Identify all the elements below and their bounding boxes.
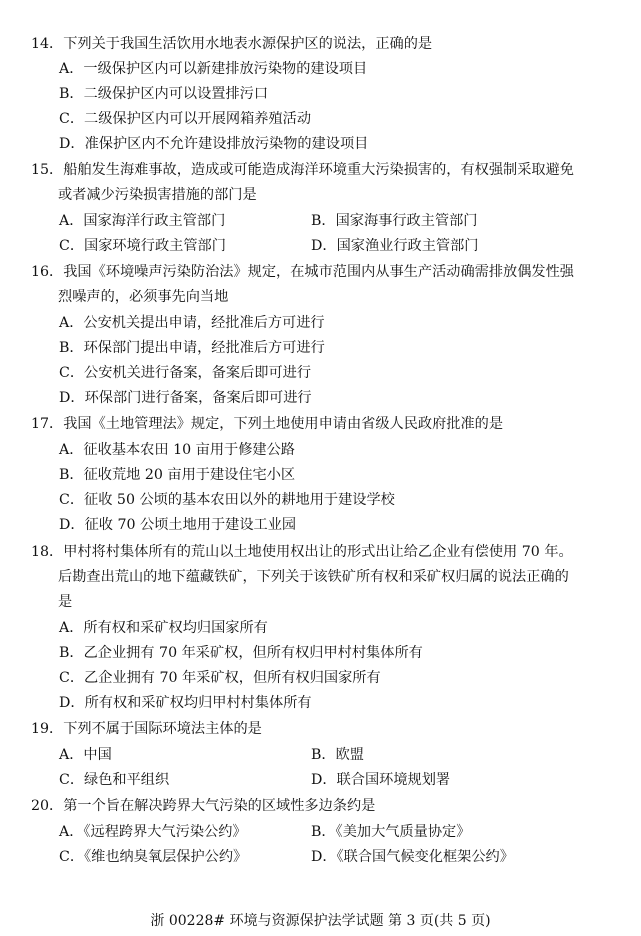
question-16-option-c: C．公安机关进行备案，备案后即可进行 bbox=[59, 365, 312, 381]
question-15-option-a: A．国家海洋行政主管部门 bbox=[59, 213, 226, 229]
question-16-option-a: A．公安机关提出申请，经批准后方可进行 bbox=[59, 315, 325, 331]
question-15-option-c: C．国家环境行政主管部门 bbox=[59, 238, 226, 254]
question-15-stem-cont: 或者减少污染损害措施的部门是 bbox=[58, 187, 257, 203]
question-17-option-d: D．征收 70 公顷土地用于建设工业园 bbox=[59, 517, 297, 533]
question-18-option-c: C．乙企业拥有 70 年采矿权，但所有权归国家所有 bbox=[59, 670, 381, 686]
question-14-stem: 14．下列关于我国生活饮用水地表水源保护区的说法，正确的是 bbox=[31, 36, 433, 52]
question-17-stem: 17．我国《土地管理法》规定，下列土地使用申请由省级人民政府批准的是 bbox=[31, 416, 504, 432]
question-19-option-d: D．联合国环境规划署 bbox=[311, 772, 451, 788]
question-15-stem: 15．船舶发生海难事故，造成或可能造成海洋环境重大污染损害的，有权强制采取避免 bbox=[31, 162, 574, 178]
question-19-option-b: B．欧盟 bbox=[311, 747, 364, 763]
question-17-option-a: A．征收基本农田 10 亩用于修建公路 bbox=[59, 442, 295, 458]
question-20-option-b: B．《美加大气质量协定》 bbox=[311, 824, 471, 840]
question-20-option-d: D．《联合国气候变化框架公约》 bbox=[311, 849, 514, 865]
question-18-option-a: A．所有权和采矿权均归国家所有 bbox=[59, 620, 268, 636]
question-17-option-c: C．征收 50 公顷的基本农田以外的耕地用于建设学校 bbox=[59, 492, 395, 508]
question-14-option-c: C．二级保护区内可以开展网箱养殖活动 bbox=[59, 111, 312, 127]
question-18-stem: 18．甲村将村集体所有的荒山以土地使用权出让的形式出让给乙企业有偿使用 70 年。 bbox=[31, 544, 573, 560]
question-16-stem: 16．我国《环境噪声污染防治法》规定，在城市范围内从事生产活动确需排放偶发性强 bbox=[31, 264, 574, 280]
question-20-option-c: C．《维也纳臭氧层保护公约》 bbox=[59, 849, 248, 865]
question-14-option-b: B．二级保护区内可以设置排污口 bbox=[59, 86, 269, 102]
question-18-option-b: B．乙企业拥有 70 年采矿权，但所有权归甲村村集体所有 bbox=[59, 645, 423, 661]
question-14-option-d: D．准保护区内不允许建设排放污染物的建设项目 bbox=[59, 136, 369, 152]
question-17-option-b: B．征收荒地 20 亩用于建设住宅小区 bbox=[59, 467, 296, 483]
question-19-option-c: C．绿色和平组织 bbox=[59, 772, 170, 788]
question-16-option-b: B．环保部门提出申请，经批准后方可进行 bbox=[59, 340, 325, 356]
question-18-option-d: D．所有权和采矿权均归甲村村集体所有 bbox=[59, 695, 312, 711]
question-19-option-a: A．中国 bbox=[59, 747, 112, 763]
question-19-stem: 19．下列不属于国际环境法主体的是 bbox=[31, 721, 262, 737]
question-15-option-b: B．国家海事行政主管部门 bbox=[311, 213, 478, 229]
question-18-stem-cont-2: 是 bbox=[58, 594, 73, 610]
question-15-option-d: D．国家渔业行政主管部门 bbox=[311, 238, 479, 254]
page-footer: 浙 00228# 环境与资源保护法学试题 第 3 页(共 5 页) bbox=[150, 913, 491, 929]
question-16-stem-cont: 烈噪声的，必须事先向当地 bbox=[58, 289, 229, 305]
question-14-option-a: A．一级保护区内可以新建排放污染物的建设项目 bbox=[59, 61, 368, 77]
question-18-stem-cont-1: 后勘查出荒山的地下蕴藏铁矿，下列关于该铁矿所有权和采矿权归属的说法正确的 bbox=[58, 569, 569, 585]
question-20-stem: 20．第一个旨在解决跨界大气污染的区域性多边条约是 bbox=[31, 798, 376, 814]
question-20-option-a: A．《远程跨界大气污染公约》 bbox=[59, 824, 247, 840]
question-16-option-d: D．环保部门进行备案，备案后即可进行 bbox=[59, 390, 312, 406]
